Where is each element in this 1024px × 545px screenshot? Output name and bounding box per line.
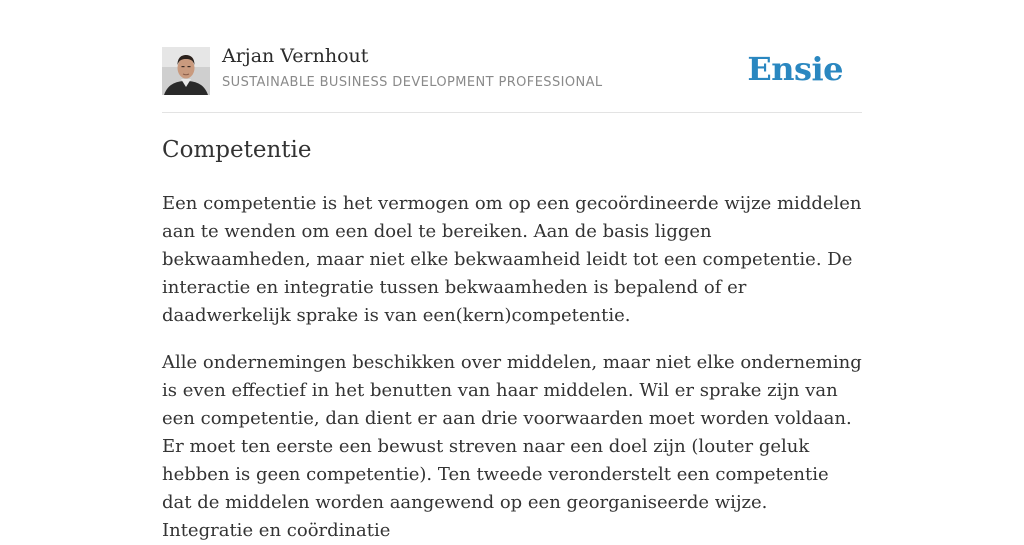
article-container (162, 0, 862, 541)
header (162, 0, 862, 113)
brand-logo[interactable]: Ensie (747, 50, 843, 88)
author-title: SUSTAINABLE BUSINESS DEVELOPMENT PROFESSIONAL (222, 75, 603, 90)
author-name[interactable]: Arjan Vernhout (222, 45, 369, 67)
author-photo (162, 47, 210, 95)
article-title: Competentie (162, 137, 312, 163)
paragraph-2: Alle ondernemingen beschikken over middelen, maar niet elke onderneming is even effectief in het benutten van haar middelen. Wil er sprake zijn van een competentie, dan dient er aan drie voorwaarden moet worden voldaan. Er moet ten eerste een bewust streven naar een doel zijn (louter geluk hebben is geen competentie). Ten tweede veronderstelt een competentie dat de middelen worden aangewend op een georganiseerde wijze. Integratie en coördinatie (162, 352, 862, 541)
paragraph-1: Een competentie is het vermogen om op een gecoördineerde wijze middelen aan te wenden om een doel te bereiken. Aan de basis liggen bekwaamheden, maar niet elke bekwaamheid leidt tot een competentie. De interactie en integratie tussen bekwaamheden is bepalend of er daadwerkelijk sprake is van een(kern)competentie. (162, 193, 862, 326)
avatar[interactable] (162, 47, 210, 95)
